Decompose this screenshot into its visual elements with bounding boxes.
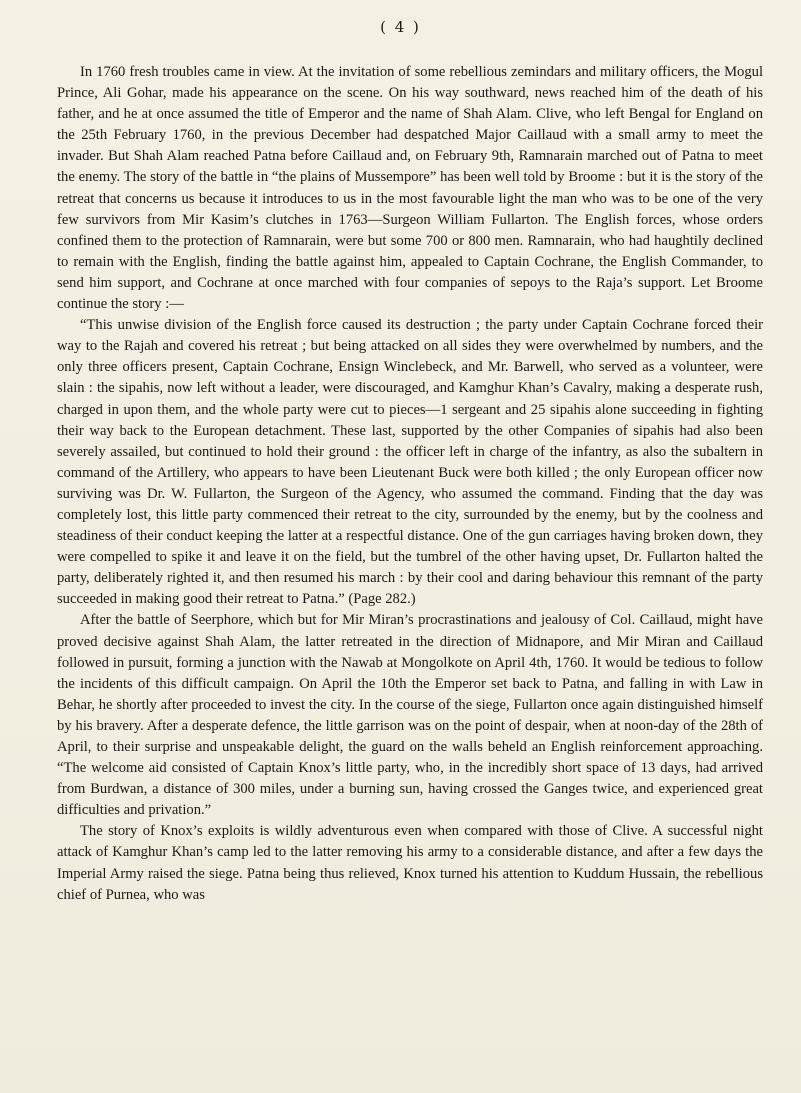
body-text (57, 62, 763, 906)
page-number: ( 4 ) (380, 18, 421, 36)
paragraph-3: After the battle of Seerphore, which but for Mir Miran’s procrastinations and jealousy of Col. Caillaud, might have proved decisive against Shah Alam, the latter retreated in the direction of Midnapore, and Mir Miran and Caillaud followed in pursuit, forming a junction with the Nawab at Mongolkote on April 4th, 1760. It would be tedious to follow the incidents of this difficult campaign. On April the 10th the Emperor set back to Patna, and falling in with Law in Behar, he shortly after proceeded to invest the city. In the course of the siege, Fullarton once again distinguished himself by his bravery. After a desperate defence, the little garrison was on the point of despair, when at noon-day of the 28th of April, to their surprise and unspeakable delight, the guard on the walls beheld an English reinforcement approaching. “The welcome aid consisted of Captain Knox’s little party, who, in the incredibly short space of 13 days, had arrived from Burdwan, a distance of 300 miles, under a burning sun, having crossed the Ganges twice, and experienced great difficulties and privation.” (57, 612, 763, 819)
paragraph-4: The story of Knox’s exploits is wildly adventurous even when compared with those of Clive. A successful night attack of Kamghur Khan’s camp led to the latter removing his army to a considerable distance, and after a few days the Imperial Army raised the siege. Patna being thus relieved, Knox turned his attention to Kuddum Hussain, the rebellious chief of Purnea, who was (57, 823, 763, 903)
paragraph-2-quote: “This unwise division of the English force caused its destruction ; the party under Captain Cochrane forced their way to the Rajah and covered his retreat ; but being attacked on all sides they were overwhelmed by numbers, and the only three officers present, Captain Cochrane, Ensign Winclebeck, and Mr. Barwell, who served as a volunteer, were slain : the sipahis, now left without a leader, were discouraged, and Kamghur Khan’s Cavalry, making a desperate rush, charged in upon them, and the whole party were cut to pieces—1 sergeant and 25 sipahis alone succeeding in fighting their way back to the European detachment. These last, supported by the other Companies of sipahis had also been severely assailed, but continued to hold their ground : the officer left in charge of the infantry, as also the subaltern in command of the Artillery, who appears to have been Lieutenant Buck were both killed ; the only European officer now surviving was Dr. W. Fullarton, the Surgeon of the Agency, who assumed the command. Finding that the day was completely lost, this little party commenced their retreat to the city, surrounded by the enemy, but by the coolness and steadiness of their conduct keeping the latter at a respectful distance. One of the gun carriages having broken down, they were compelled to spike it and leave it on the field, but the tumbrel of the other having upset, Dr. Fullarton halted the party, deliberately righted it, and then resumed his march : by their cool and daring behaviour this remnant of the party succeeded in making good their retreat to Patna.” (Page 282.) (57, 317, 763, 608)
paragraph-1: In 1760 fresh troubles came in view. At the invitation of some rebellious zemindars and military officers, the Mogul Prince, Ali Gohar, made his appearance on the scene. On his way southward, news reached him of the death of his father, and he at once assumed the title of Emperor and the name of Shah Alam. Clive, who left Bengal for England on the 25th February 1760, in the previous December had despatched Major Caillaud with a small army to meet the invader. But Shah Alam reached Patna before Caillaud and, on February 9th, Ramnarain marched out of Patna to meet the enemy. The story of the battle in “the plains of Mussempore” has been well told by Broome : but it is the story of the retreat that concerns us because it introduces to us in the most favourable light the man who was to be one of the very few survivors from Mir Kasim’s clutches in 1763—Surgeon William Fullarton. The English forces, whose orders confined them to the protection of Ramnarain, were but some 700 or 800 men. Ramnarain, who had haughtily declined to remain with the English, finding the battle against him, appealed to Captain Cochrane, the English Commander, to send him support, and Cochrane at once marched with four companies of sepoys to the Raja’s support. Let Broome continue the story :— (57, 64, 763, 313)
